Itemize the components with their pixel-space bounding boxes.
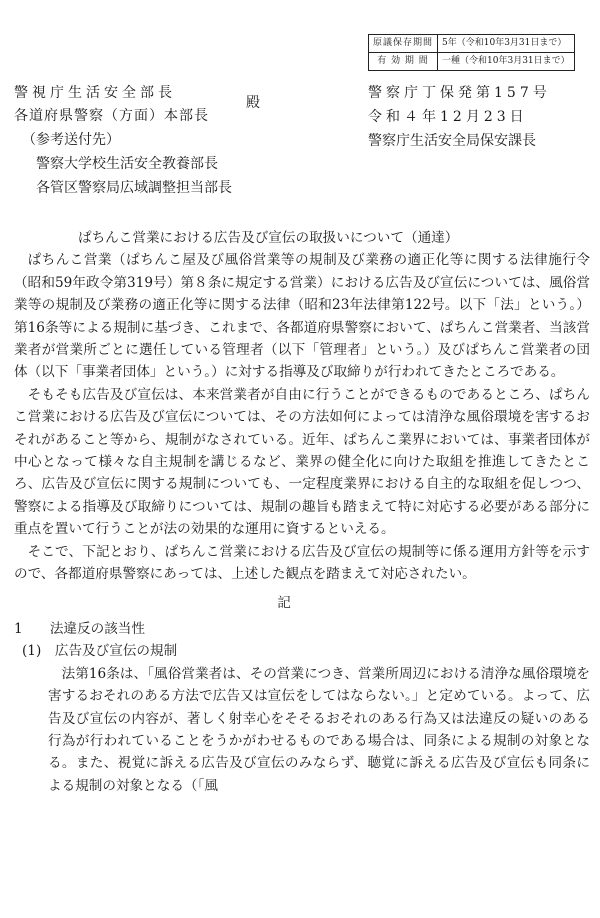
reference-addressee-1: 警察大学校生活安全教養部長	[36, 156, 218, 172]
issue-date: 令和４年12月23日	[368, 109, 528, 125]
validity-label: 有 効 期 間	[369, 53, 438, 71]
validity-value: 一種（令和10年3月31日まで）	[438, 53, 575, 71]
paragraph-1: ぱちんこ営業（ぱちんこ屋及び風俗営業等の規制及び業務の適正化等に関する法律施行令（昭和59年政令第319号）第８条に規定する営業）における広告及び宣伝については、風俗営業等の規制及び業務の適正化等に関する法律（昭和23年法律第122号。以下「法」という。）第16条等による規制に基づき、これまで、各都道府県警察において、ぱちんこ営業者、当該営業者が営業所ごとに選任している管理者（以下「管理者」という。）及びぱちんこ営業者の団体（以下「事業者団体」という。）に対する指導及び取締りが行われてきたところである。	[14, 252, 591, 381]
retention-value: 5年（令和10年3月31日まで）	[438, 35, 575, 53]
document-body	[14, 227, 590, 797]
paragraph-2: そもそも広告及び宣伝は、本来営業者が自由に行うことができるものであるところ、ぱちんこ営業における広告及び宣伝については、その方法如何によっては清浄な風俗環境を害するおそれがあること等から、規制がなされている。近年、ぱちんこ業界においては、事業者団体が中心となって様々な自主規制を講じるなど、業界の健全化に向けた取組を推進してきたところ、広告及び宣伝に関する規制についても、一定程度業界における自主的な取組を促しつつ、警察による指導及び取締りについては、規制の趣旨も踏まえて特に対応する必要がある部分に重点を置いて行うことが法の効果的な運用に資するといえる。	[14, 386, 590, 538]
paragraph-3: そこで、下記とおり、ぱちんこ営業における広告及び宣伝の規制等に係る運用方針等を示すので、各都道府県警察にあっては、上述した観点を踏まえて対応されたい。	[14, 543, 590, 583]
retention-table	[368, 34, 575, 71]
retention-row	[369, 35, 575, 53]
document-title: ぱちんこ営業における広告及び宣伝の取扱いについて（通達）	[78, 230, 459, 246]
reference-label: （参考送付先）	[22, 132, 120, 148]
subsection-1-heading	[14, 640, 590, 662]
addressee-line-1: 警視庁生活安全部長	[14, 85, 176, 101]
reference-addressee-2: 各管区警察局広域調整担当部長	[36, 180, 232, 196]
honorific: 殿	[246, 95, 260, 111]
section-1-heading	[14, 618, 590, 640]
retention-row	[369, 53, 575, 71]
subsection-1-text: 法第16条は、「風俗営業者は、その営業につき、営業所周辺における清浄な風俗環境を害するおそれのある方法で広告又は宣伝をしてはならない。」と定めている。よって、広告及び宣伝の内容が、著しく射幸心をそそるおそれのある行為又は法違反の疑いのある行為が行われていることをうかがわせるものである場合は、同条による規制の対象となる。また、視覚に訴える広告及び宣伝のみならず、聴覚に訴える広告及び宣伝も同条による規制の対象となる（「風	[48, 665, 590, 794]
addressee-line-2: 各道府県警察（方面）本部長	[14, 108, 209, 124]
issuer: 警察庁生活安全局保安課長	[368, 133, 536, 149]
retention-label: 原議保存期間	[369, 35, 438, 53]
section-title: 法違反の該当性	[49, 620, 145, 637]
document-number: 警察庁丁保発第157号	[368, 85, 551, 101]
ki-heading: 記	[277, 594, 291, 611]
subsection-number: (1)	[22, 643, 42, 660]
section-number: 1	[14, 620, 23, 637]
subsection-title: 広告及び宣伝の規制	[54, 643, 178, 660]
